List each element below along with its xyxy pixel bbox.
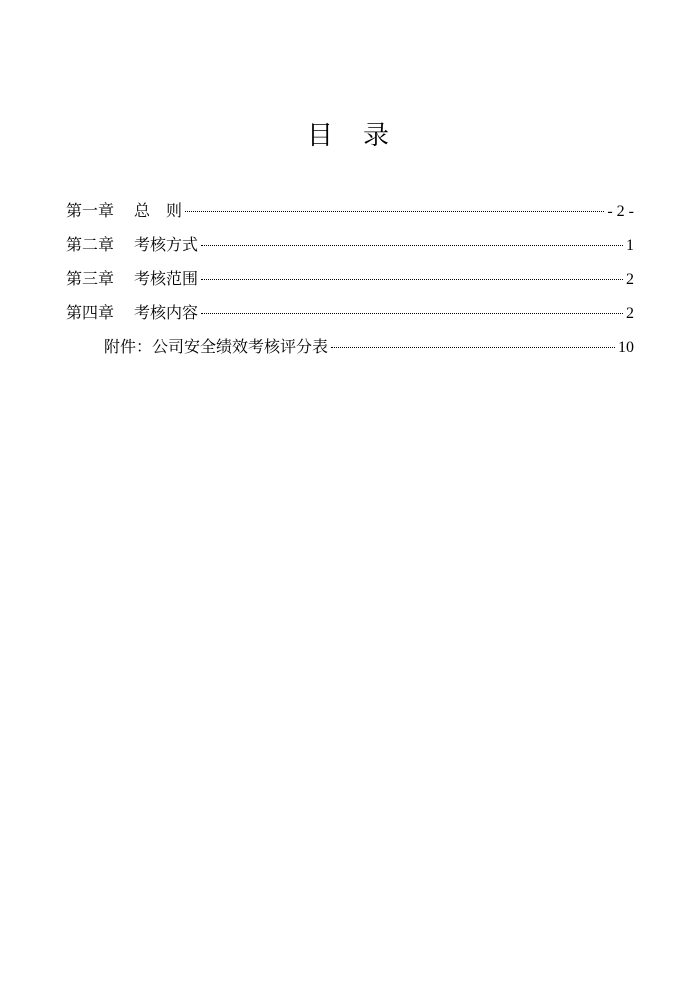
toc-chapter-heading: 考核方式 <box>134 235 199 254</box>
toc-leader-dots <box>201 245 623 246</box>
toc-entry-chapter-2[interactable] <box>66 228 634 262</box>
toc-page-number: 2 <box>626 305 634 322</box>
toc-entry-label <box>66 262 198 296</box>
toc-chapter-number: 第四章 <box>66 303 115 322</box>
toc-page-number: 2 <box>626 271 634 288</box>
toc-title <box>0 118 700 154</box>
toc-chapter-heading-part2: 则 <box>166 201 183 220</box>
toc-page-number: 10 <box>618 339 634 356</box>
toc-chapter-number: 第一章 <box>66 201 115 220</box>
toc-leader-dots <box>201 313 623 314</box>
toc-entry-label <box>66 194 182 228</box>
toc-leader-dots <box>185 211 604 212</box>
toc-list <box>66 194 634 364</box>
toc-chapter-heading: 考核范围 <box>134 269 199 288</box>
toc-page-number: - 2 - <box>607 203 634 220</box>
toc-entry-chapter-1[interactable] <box>66 194 634 228</box>
toc-entry-chapter-4[interactable] <box>66 296 634 330</box>
toc-page-number: 1 <box>626 237 634 254</box>
toc-chapter-number: 第二章 <box>66 235 115 254</box>
toc-chapter-heading: 考核内容 <box>134 303 199 322</box>
toc-entry-label <box>66 296 198 330</box>
toc-leader-dots <box>331 347 615 348</box>
toc-entry-appendix[interactable] <box>66 330 634 364</box>
toc-leader-dots <box>201 279 623 280</box>
toc-title-char-1: 目 <box>306 121 337 151</box>
toc-title-char-2: 录 <box>363 121 394 151</box>
toc-chapter-heading-part1: 总 <box>134 201 151 220</box>
toc-appendix-heading: 附件：公司安全绩效考核评分表 <box>104 337 329 356</box>
toc-entry-label <box>104 330 328 364</box>
toc-entry-label <box>66 228 198 262</box>
toc-entry-chapter-3[interactable] <box>66 262 634 296</box>
toc-chapter-number: 第三章 <box>66 269 115 288</box>
